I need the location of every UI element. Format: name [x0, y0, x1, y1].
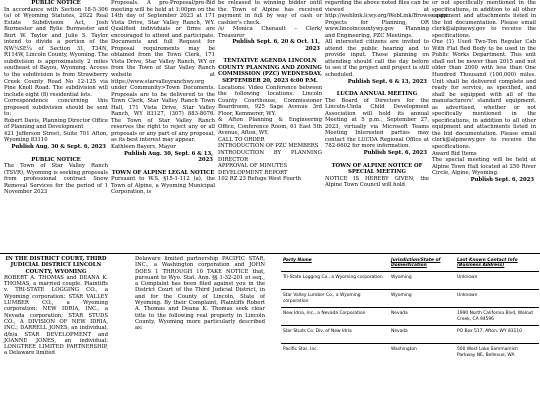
- publish-dates: Publish Sept. 6, 2023: [363, 150, 427, 157]
- court-notice-continuation: [135, 256, 265, 400]
- notice-text: The special meeting will be held at Alpine Town Hall located at 250 River Circle, Alpine, Wyoming.: [432, 157, 536, 177]
- notice-text: Correspondence concerning this proposed subdivision should be sent to:: [4, 98, 108, 118]
- table-cell-party: Tri-State Logging Co., a Wyoming corporation: [281, 272, 389, 290]
- notice-heading: LUCDA ANNUAL MEETING: [336, 91, 418, 98]
- notice-column: [218, 0, 322, 251]
- court-notice-column: [4, 256, 108, 400]
- notice-heading: TENTATIVE AGENDA LINCOLN COUNTY PLANNING AND ZONING COMMISSION (PZC) WEDNESDAY, SEPTEMBER 20, 2023 6:00 P.M.: [218, 58, 322, 85]
- notice-text: The Town of Star Valley Ranch (TSVR), Wyoming is seeking proposals from professional contract Snow Removal Services for the period of 1 November 2023: [4, 163, 108, 196]
- notice-text: 421 Jefferson Street, Suite 701 Afton, Wyoming 83110: [4, 130, 108, 144]
- table-header-row: [281, 256, 539, 272]
- notice-column: [325, 0, 450, 251]
- notice-text: be released to winning bidder until the Town of Alpine has received payment in full by way of cash or cashier's check.: [218, 0, 322, 26]
- notice-text: NOTICE IS HEREBY GIVEN, the Alpine Town Council will hold: [325, 175, 429, 189]
- notice-heading: TOWN OF ALPINE NOTICE OF SPECIAL MEETING: [331, 162, 423, 176]
- table-cell-jurisdiction: Wyoming: [389, 290, 455, 308]
- table-cell-jurisdiction: Nevada: [389, 308, 455, 326]
- notice-text: Pursuant to W.S. §15-1-112 (a), the Town of Alpine, a Wyoming Municipal Corporation, is: [111, 176, 215, 196]
- table-row: [281, 308, 539, 326]
- table-cell-party: New Idria, Inc., a Nevada Corporation: [281, 308, 389, 326]
- notice-heading: PUBLIC NOTICE: [31, 0, 81, 6]
- notice-text: or not specifically mentioned in the specifications, in addition to all other equipment and attachments listed in the bid documentation. Please email clerk@alpinewy.gov to receive the specifications.: [432, 0, 536, 39]
- notice-text: One (1) Used Two-Ton Regular Cab With Flat Bed Body to be used in the Public Works Department. This unit shall not be newer than 2015 and not older than 2000 with less than One Hundred Thousand (100,000) miles. Unit shall be delivered complete and ready for service, as specified, and shall be equipped with all of the manufacturers' standard equipment, as advertised, whether or not specifically mentioned in the specifications, in addition to all other equipment and attachments listed in the bid documentation. Please email clerk@alpinewy.gov to receive the specifications.: [432, 39, 536, 151]
- table-cell-party: Pacific Star, Inc.: [281, 344, 389, 362]
- publish-dates: Publish Sept. 6 & 13, 2023: [347, 78, 427, 85]
- notice-heading: PUBLIC NOTICE: [31, 156, 81, 163]
- court-notice-heading: IN THE DISTRICT COURT, THIRD JUDICIAL DISTRICT LINCOLN COUNTY, WYOMING: [5, 256, 107, 275]
- table-row: [281, 272, 539, 290]
- notice-column: [432, 0, 536, 251]
- table-cell-contact: PO Box 517, Afton, WY 83110: [455, 326, 539, 344]
- notice-text: Robert Davis, Planning Director Office of Planning and Development: [4, 117, 108, 131]
- court-notice-continued-text: Delaware limited partnership PACIFIC STAR, INC., a Washington corporation and JOHN DOES 1 THROUGH 10 TAKE NOTICE that, pursuant to Wyo. Stat. Ann. §§ 1-32-201 et seq., a Complaint has been filed against you in the District Court of the Third Judicial District, in and for the County of Lincoln, State of Wyoming. By their Complaint, Plaintiffs Robert A. Thomas and Deana K. Thomas seek clear title to the following real property in Lincoln County, Wyoming more particularly described as:: [135, 256, 265, 332]
- table-row: [281, 326, 539, 344]
- notice-text: Kathleen Bayers, Mayor: [111, 144, 176, 151]
- table-header-jurisdiction: Jurisdiction/State of Domestication: [391, 258, 441, 269]
- notice-text: INTRODUCTION BY PLANNING DIRECTOR: [218, 150, 322, 163]
- table-row: [281, 344, 539, 362]
- notice-text: regarding the above noted files can be viewed at http://weblink.lcwy.org/WebLink/Browse.aspx. Projects for Planning, OR www.lincolncountywy.gov Planning and Engineering, PZC Meetings.: [325, 0, 450, 39]
- notice-text: 102 RZ 23 Refuge West Fourth: [218, 176, 302, 183]
- parties-table-container: [281, 256, 539, 400]
- parties-table: [281, 256, 539, 362]
- table-cell-party: Star Studs Co. Div. of New Idria: [281, 326, 389, 344]
- notice-text: In accordance with Section 18-5-306 (a) of Wyoming Statutes, 2022 Real Estate Subdivision Act, Josh Burmester and Rylie Burmester and Burt W. Taylor and Julie S. Taylor intend to divide a portion of the NW¼SE¼ of Section 31, T34N, R114W, Lincoln County, Wyoming. The subdivision is approximately 2 miles southeast of Bayou, Wyoming. Access to the subdivision is from Strawberry Creek County Road No 12-125 via Pine Knoll Road. The subdivision will include eight (8) residential lots.: [4, 6, 108, 98]
- notice-text: INTRODUCTION OF PZC MEMBERS: [218, 143, 319, 150]
- notice-text: All interested citizens are invited to attend the public hearing and to provide input. Those planning on attending should call the day before to see if the project and project is still scheduled.: [325, 39, 429, 79]
- table-cell-contact: Unknown: [455, 272, 539, 290]
- notice-column: [4, 0, 108, 251]
- table-cell-contact: Unknown: [455, 290, 539, 308]
- publish-dates: Publish Aug. 30, Sept. 6 & 13, 2023: [123, 150, 213, 164]
- notice-text: Proposals. A pre-Proposal/pre-Bid meeting will be held at 1:00pm on the 14th day of September 2023 at 171 Vista Drive, Star Valley Ranch, WY. Qualified individuals or firms are encouraged to attend and participate. Documents and full Request for Proposal requirements may be obtained from the Town Clerk, 171 Vista Drive, Star Valley Ranch, WY or from the Town of Star Valley Ranch website at https://www.starvalleyranchwy.org under Community>Town Documents. Proposals are to be delivered to the Town Clerk, Star Valley Ranch Town Hall, 171 Vista Drive, Star Valley Ranch, WY 83127, (307) 883-8076. The Town of Star Valley Ranch reserves the right to reject any or all proposals or any part of any proposal, as its best interest may appear.: [111, 0, 215, 144]
- notice-text: The Board of Directors for the Lincoln-Uinta Child Development Association will hold its annual Meeting at 5 p.m., September 27, 2023, virtually via Microsoft Teams Meeting Interested parties may contact the LUCDA Regional Office at 782-6602 for more information.: [325, 97, 429, 150]
- notice-text: CALL TO ORDER: [218, 136, 265, 143]
- table-header-party-name: Party Name: [283, 258, 312, 263]
- section-divider: [0, 253, 540, 254]
- publish-dates: Publish Aug. 30 & Sept. 6, 2023: [11, 144, 106, 151]
- notice-text: Award Bid Items: [432, 150, 477, 157]
- notices-columns: [4, 0, 538, 251]
- table-header-contact: Last Known Contact Info (Business Address): [457, 258, 518, 269]
- court-notice-body: ROBERT A. THOMAS and DEANA K. THOMAS, a married couple. Plaintiffs v. TRI-STATE LOGGING CO., a Wyoming corporation; STAR VALLEY LUMBER CO., a Wyoming corporation; NEW IDRIA, INC., a Nevada corporation; STAR STUDS CO., A DIVISION OF NEW IDRIA, INC.; DARRELL JONES, an individual, d/b/a STAR DEVELOPMENT and JOANNE JONES, an individual; LONGTREE LIMITED PARTNERSHIP, a Delaware limited: [4, 274, 108, 357]
- notice-heading: TOWN OF ALPINE LEGAL NOTICE: [111, 169, 215, 176]
- table-row: [281, 290, 539, 308]
- notice-text: APPROVAL OF MINUTES: [218, 163, 288, 170]
- notice-text: /s/ Monica Chenault – Clerk/ Treasurer: [218, 26, 322, 39]
- table-cell-party: Star Valley Lumber Co., a Wyoming corporation: [281, 290, 389, 308]
- table-cell-contact: 500 West Lake Sammamish Parkway NE, Bellevue, WA: [455, 344, 539, 362]
- publish-dates: Publish Sept. 6, 2023: [470, 176, 534, 183]
- notice-text: & Afton Planning & Engineering Office, Conference Room, 61 East 5th Avenue, Afton, WY.: [218, 117, 322, 137]
- table-cell-jurisdiction: Wyoming: [389, 272, 455, 290]
- notice-text: DEVELOPMENT REPORT: [218, 169, 288, 176]
- table-cell-jurisdiction: Washington: [389, 344, 455, 362]
- notice-column: [111, 0, 215, 251]
- notice-text: Locations: Video Conference between the following locations: Lincoln County Courthouse, Commissioner Boardroom, 925 Sage Avenue 3rd Floor, Kemmerer, WY.: [218, 84, 322, 117]
- table-cell-contact: 1990 North California Blvd, Walnut Creek, CA 94596: [455, 308, 539, 326]
- table-cell-jurisdiction: Nevada: [389, 326, 455, 344]
- publish-dates: Publish Sept. 6, 20 & Oct. 11, 2023: [232, 39, 320, 52]
